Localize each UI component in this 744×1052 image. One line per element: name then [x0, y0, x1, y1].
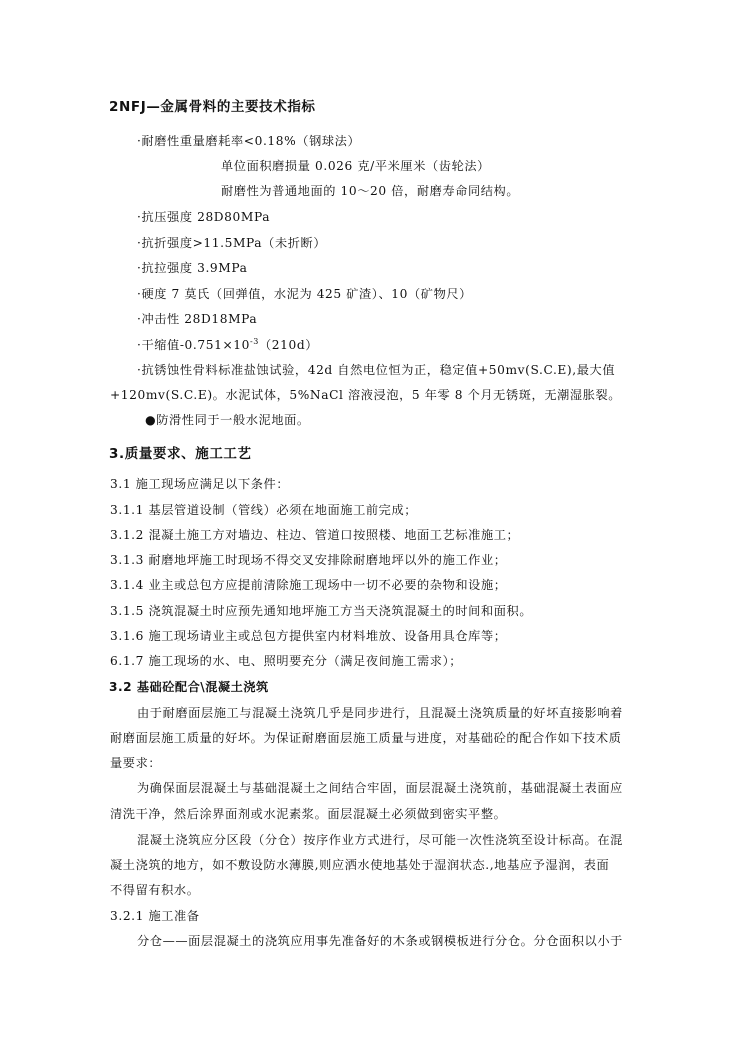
site-condition-line: 3.1.3 耐磨地坪施工时现场不得交叉安排除耐磨地坪以外的施工作业； — [110, 553, 507, 567]
spec-line: ·硬度 7 莫氏（回弹值，水泥为 425 矿渣）、10（矿物尺） — [137, 287, 472, 301]
section2-heading: 2NFJ—金属骨料的主要技术指标 — [109, 99, 316, 115]
slip-line: ●防滑性同于一般水泥地面。 — [145, 413, 310, 427]
spec-line: ·抗压强度 28D80MPa — [137, 210, 271, 224]
rust-line: ·抗锈蚀性骨料标准盐蚀试验，42d 自然电位恒为正，稳定值+50mv(S.C.E),最大值 — [137, 363, 616, 377]
spec-line: 耐磨性为普通地面的 10～20 倍，耐磨寿命同结构。 — [221, 184, 520, 198]
rust-line: +120mv(S.C.E)。水泥试体，5%NaCl 溶液浸泡，5 年零 8 个月无锈斑，无潮湿胀裂。 — [110, 388, 622, 402]
spec-line: ·冲击性 28D18MPa — [137, 312, 258, 326]
paragraph-line: 为确保面层混凝土与基础混凝土之间结合牢固，面层混凝土浇筑前，基础混凝土表面应 — [137, 781, 623, 795]
site-condition-line: 3.1 施工现场应满足以下条件： — [110, 477, 290, 491]
paragraph-line: 不得留有积水。 — [110, 883, 200, 897]
paragraph-line: 由于耐磨面层施工与混凝土浇筑几乎是同步进行，且混凝土浇筑质量的好坏直接影响着 — [137, 706, 623, 720]
spec-line: 单位面积磨损量 0.026 克/平米厘米（齿轮法） — [221, 159, 490, 173]
shrink-prefix: ·干缩值-0.751×10 — [137, 338, 250, 352]
site-condition-line: 3.1.1 基层管道设制（管线）必须在地面施工前完成； — [110, 503, 418, 517]
site-condition-line: 3.1.6 施工现场请业主或总包方提供室内材料堆放、设备用具仓库等； — [110, 629, 507, 643]
site-condition-line: 6.1.7 施工现场的水、电、照明要充分（满足夜间施工需求）； — [110, 654, 463, 668]
site-condition-line: 3.1.5 浇筑混凝土时应预先通知地坪施工方当天浇筑混凝土的时间和面积。 — [110, 604, 533, 618]
shrink-suffix: （210d） — [258, 338, 319, 352]
section3-heading: 3.质量要求、施工工艺 — [109, 446, 252, 462]
site-condition-line: 3.1.4 业主或总包方应提前清除施工现场中一切不必要的杂物和设施； — [110, 578, 507, 592]
spec-line: ·抗折强度>11.5MPa（未折断） — [137, 236, 327, 250]
spec-line: ·抗拉强度 3.9MPa — [137, 261, 248, 275]
site-condition-line: 3.1.2 混凝土施工方对墙边、柱边、管道口按照楼、地面工艺标准施工； — [110, 528, 520, 542]
paragraph-line: 清洗干净，然后涂界面剂或水泥素浆。面层混凝土必须做到密实平整。 — [110, 807, 507, 821]
spec-line: ·耐磨性重量磨耗率<0.18%（钢球法） — [137, 134, 361, 148]
paragraph-line: 分仓——面层混凝土的浇筑应用事先准备好的木条或钢模板进行分仓。分仓面积以小于 — [137, 934, 623, 948]
paragraph-line: 混凝土浇筑应分区段（分仓）按序作业方式进行，尽可能一次性浇筑至设计标高。在混 — [137, 833, 623, 847]
section32-heading: 3.2 基础砼配合\混凝土浇筑 — [109, 680, 269, 694]
paragraph-line: 耐磨面层施工质量的好坏。为保证耐磨面层施工质量与进度，对基础砼的配合作如下技术质 — [110, 731, 622, 745]
paragraph-line: 量要求： — [110, 756, 162, 770]
shrink-line — [137, 337, 318, 353]
paragraph-line: 凝土浇筑的地方，如不敷设防水薄膜,则应洒水使地基处于湿润状态.,地基应予湿润，表面 — [110, 858, 610, 872]
section321-heading: 3.2.1 施工准备 — [110, 909, 200, 923]
shrink-exponent: -3 — [249, 336, 259, 346]
